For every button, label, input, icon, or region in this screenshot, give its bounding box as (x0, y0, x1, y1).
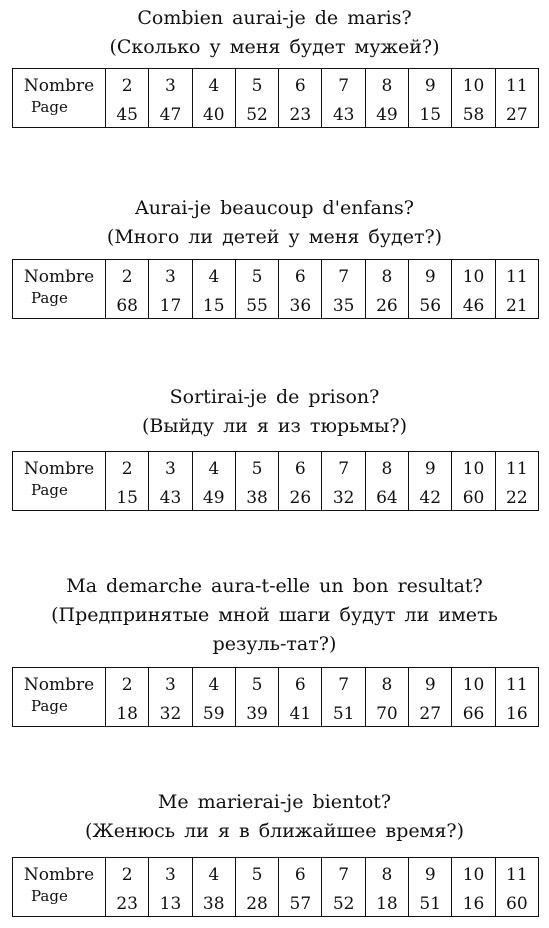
page-cell: 47 (149, 98, 192, 128)
number-cell: 11 (495, 69, 538, 99)
page-cell: 26 (365, 289, 408, 319)
question-translation: (Выйду ли я из тюрьмы?) (141, 415, 407, 437)
page-cell: 16 (495, 697, 538, 727)
page-cell: 13 (149, 887, 192, 917)
question-section-1 (0, 4, 549, 62)
number-row (13, 260, 539, 290)
page-cell: 58 (452, 98, 495, 128)
number-cell: 4 (192, 452, 235, 482)
question-section-3 (0, 383, 549, 441)
page-cell: 32 (322, 481, 365, 511)
number-cell: 7 (322, 260, 365, 290)
number-cell: 11 (495, 858, 538, 888)
number-cell: 6 (279, 668, 322, 698)
number-cell: 4 (192, 260, 235, 290)
page-cell: 64 (365, 481, 408, 511)
page-cell: 38 (235, 481, 278, 511)
page-header: Page (13, 289, 106, 319)
number-row (13, 858, 539, 888)
number-cell: 4 (192, 668, 235, 698)
page-cell: 26 (279, 481, 322, 511)
page-cell: 43 (149, 481, 192, 511)
page-header: Page (13, 697, 106, 727)
number-cell: 7 (322, 69, 365, 99)
number-cell: 5 (235, 858, 278, 888)
page-cell: 45 (106, 98, 149, 128)
page-cell: 60 (452, 481, 495, 511)
page-cell: 23 (279, 98, 322, 128)
number-cell: 6 (279, 858, 322, 888)
question-section-5 (0, 788, 549, 846)
page-cell: 27 (409, 697, 452, 727)
answer-table-1 (12, 68, 539, 128)
answer-table-2 (12, 259, 539, 319)
number-cell: 7 (322, 452, 365, 482)
page-row (13, 697, 539, 727)
number-cell: 7 (322, 858, 365, 888)
number-header: Nombre (13, 260, 106, 290)
page-header: Page (13, 98, 106, 128)
number-cell: 11 (495, 260, 538, 290)
number-header: Nombre (13, 858, 106, 888)
number-cell: 8 (365, 69, 408, 99)
question-title: Aurai-je beaucoup d'enfans? (135, 197, 414, 219)
question-translation: (Много ли детей у меня будет?) (106, 226, 443, 248)
question-section-2 (0, 194, 549, 252)
number-cell: 4 (192, 858, 235, 888)
number-header: Nombre (13, 69, 106, 99)
answer-table-4 (12, 667, 539, 727)
page-cell: 27 (495, 98, 538, 128)
page-row (13, 289, 539, 319)
page-cell: 42 (409, 481, 452, 511)
question-translation: (Женюсь ли я в ближайшее время?) (84, 820, 465, 842)
page-cell: 38 (192, 887, 235, 917)
number-cell: 2 (106, 69, 149, 99)
page-cell: 23 (106, 887, 149, 917)
number-cell: 10 (452, 260, 495, 290)
number-cell: 11 (495, 668, 538, 698)
page-row (13, 98, 539, 128)
page-cell: 16 (452, 887, 495, 917)
number-cell: 9 (409, 260, 452, 290)
page-cell: 59 (192, 697, 235, 727)
number-cell: 5 (235, 260, 278, 290)
number-cell: 9 (409, 668, 452, 698)
number-header: Nombre (13, 452, 106, 482)
question-title: Sortirai-je de prison? (169, 386, 380, 408)
number-cell: 9 (409, 69, 452, 99)
question-title: Me marierai-je bientot? (157, 791, 392, 813)
number-cell: 2 (106, 260, 149, 290)
number-cell: 3 (149, 69, 192, 99)
number-cell: 5 (235, 668, 278, 698)
page-cell: 36 (279, 289, 322, 319)
page-cell: 55 (235, 289, 278, 319)
page-cell: 51 (409, 887, 452, 917)
page-cell: 21 (495, 289, 538, 319)
question-section-4 (0, 572, 549, 659)
page-cell: 43 (322, 98, 365, 128)
number-cell: 2 (106, 858, 149, 888)
page-cell: 15 (192, 289, 235, 319)
page-row (13, 887, 539, 917)
page-cell: 57 (279, 887, 322, 917)
page-cell: 35 (322, 289, 365, 319)
number-cell: 6 (279, 452, 322, 482)
page-cell: 39 (235, 697, 278, 727)
number-cell: 4 (192, 69, 235, 99)
page-cell: 40 (192, 98, 235, 128)
number-cell: 3 (149, 668, 192, 698)
page-cell: 56 (409, 289, 452, 319)
page-cell: 52 (235, 98, 278, 128)
page-cell: 66 (452, 697, 495, 727)
number-cell: 3 (149, 452, 192, 482)
question-translation: (Предпринятые мной шаги будут ли иметь резуль-тат?) (51, 604, 498, 655)
page-cell: 22 (495, 481, 538, 511)
page-cell: 32 (149, 697, 192, 727)
number-cell: 6 (279, 260, 322, 290)
number-cell: 5 (235, 69, 278, 99)
page-header: Page (13, 481, 106, 511)
number-cell: 10 (452, 69, 495, 99)
number-cell: 8 (365, 452, 408, 482)
number-cell: 8 (365, 668, 408, 698)
number-cell: 11 (495, 452, 538, 482)
number-cell: 2 (106, 668, 149, 698)
page-row (13, 481, 539, 511)
page-cell: 18 (106, 697, 149, 727)
number-row (13, 69, 539, 99)
page-cell: 49 (365, 98, 408, 128)
number-row (13, 668, 539, 698)
page-cell: 52 (322, 887, 365, 917)
page-cell: 70 (365, 697, 408, 727)
page-cell: 28 (235, 887, 278, 917)
page-cell: 41 (279, 697, 322, 727)
number-row (13, 452, 539, 482)
question-translation: (Сколько у меня будет мужей?) (109, 36, 440, 58)
answer-table-5 (12, 857, 539, 917)
page-cell: 46 (452, 289, 495, 319)
page-cell: 15 (409, 98, 452, 128)
number-cell: 3 (149, 260, 192, 290)
question-title: Combien aurai-je de maris? (137, 7, 412, 29)
page-cell: 49 (192, 481, 235, 511)
page-cell: 18 (365, 887, 408, 917)
number-cell: 10 (452, 668, 495, 698)
number-cell: 2 (106, 452, 149, 482)
number-cell: 6 (279, 69, 322, 99)
number-cell: 8 (365, 858, 408, 888)
page-cell: 17 (149, 289, 192, 319)
page-header: Page (13, 887, 106, 917)
number-cell: 8 (365, 260, 408, 290)
number-cell: 5 (235, 452, 278, 482)
number-cell: 9 (409, 452, 452, 482)
number-header: Nombre (13, 668, 106, 698)
number-cell: 7 (322, 668, 365, 698)
number-cell: 10 (452, 858, 495, 888)
page-cell: 60 (495, 887, 538, 917)
page-cell: 15 (106, 481, 149, 511)
page-cell: 68 (106, 289, 149, 319)
number-cell: 3 (149, 858, 192, 888)
question-title: Ma demarche aura-t-elle un bon resultat? (66, 575, 483, 597)
number-cell: 9 (409, 858, 452, 888)
page-cell: 51 (322, 697, 365, 727)
number-cell: 10 (452, 452, 495, 482)
answer-table-3 (12, 451, 539, 511)
